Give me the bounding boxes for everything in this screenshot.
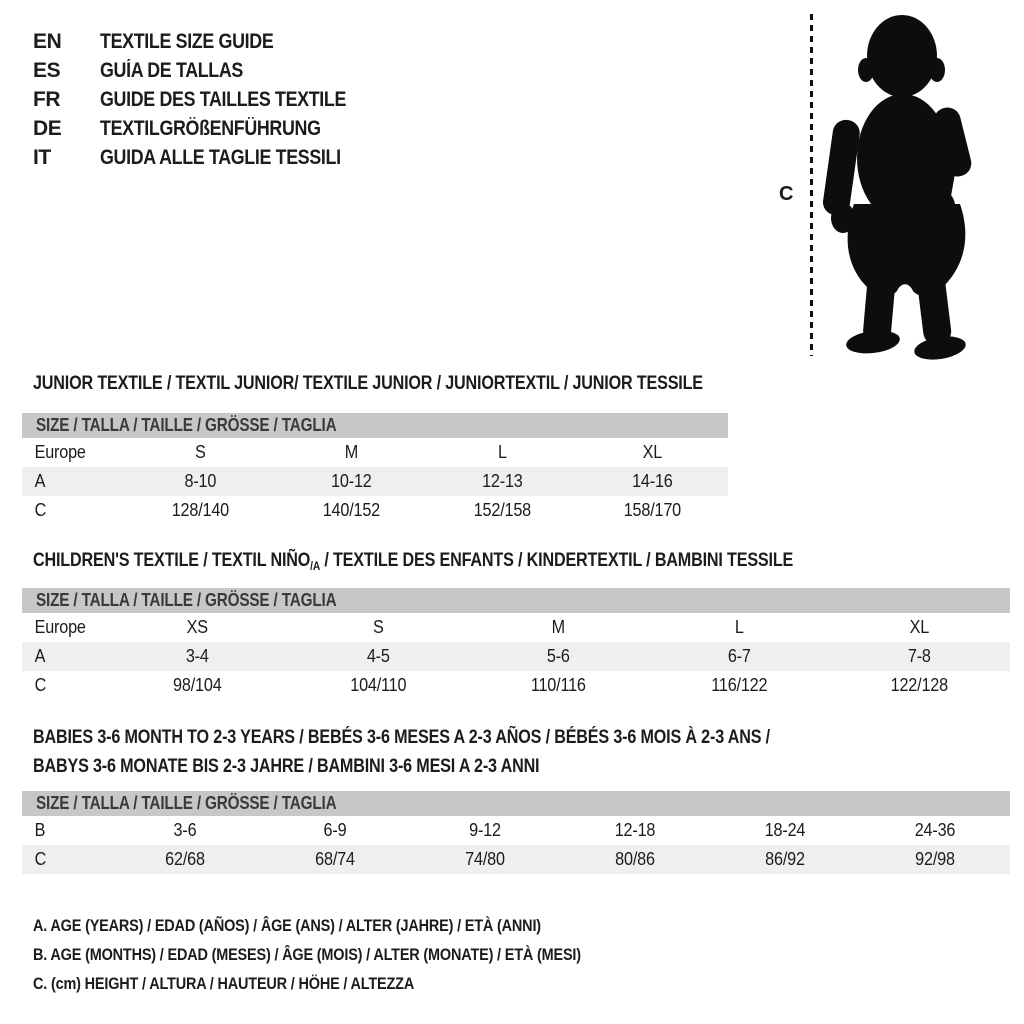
age-value: 5-6 — [547, 646, 570, 666]
row-label: Europe — [34, 442, 86, 462]
row-label: C — [34, 849, 47, 869]
table-row-height — [22, 671, 1010, 700]
height-measure-dotted-line — [810, 14, 813, 356]
guide-title-fr: GUIDE DES TAILLES TEXTILE — [100, 87, 347, 111]
size-value: XL — [642, 442, 663, 462]
age-value: 7-8 — [908, 646, 932, 666]
height-value: 158/170 — [623, 500, 682, 520]
table-row-height — [22, 496, 728, 525]
age-value: 6-9 — [323, 820, 347, 840]
size-header-row — [22, 791, 1010, 816]
babies-section-title — [33, 723, 900, 781]
size-value: S — [372, 617, 384, 637]
size-value: S — [195, 442, 206, 462]
language-row-es — [33, 56, 389, 85]
height-value: 122/128 — [891, 675, 949, 695]
table-row-europe — [22, 613, 1010, 642]
size-header-row — [22, 413, 728, 438]
size-header-row — [22, 588, 1010, 613]
age-value: 8-10 — [184, 471, 217, 491]
children-size-table — [22, 588, 1010, 700]
age-value: 9-12 — [469, 820, 501, 840]
row-label: A — [34, 646, 46, 666]
height-value: 152/158 — [473, 500, 531, 520]
language-code: ES — [33, 58, 61, 82]
language-code: FR — [33, 87, 61, 111]
row-label: Europe — [34, 617, 86, 637]
age-value: 4-5 — [366, 646, 390, 666]
height-value: 128/140 — [171, 500, 230, 520]
age-value: 12-13 — [481, 471, 523, 491]
age-value: 24-36 — [914, 820, 956, 840]
size-value: L — [497, 442, 507, 462]
height-value: 68/74 — [315, 849, 355, 869]
babies-title-line2: BABYS 3-6 MONATE BIS 2-3 JAHRE / BAMBINI 3-6 MESI A 2-3 ANNI — [33, 756, 540, 777]
height-value: 74/80 — [465, 849, 505, 869]
toddler-silhouette — [820, 8, 994, 360]
row-label: B — [34, 820, 46, 840]
guide-title-it: GUIDA ALLE TAGLIE TESSILI — [100, 145, 341, 169]
height-value: 104/110 — [349, 675, 406, 695]
language-row-it — [33, 143, 389, 172]
table-row-age — [22, 642, 1010, 671]
guide-title-es: GUÍA DE TALLAS — [100, 58, 243, 82]
language-code: IT — [33, 145, 51, 169]
babies-size-table — [22, 791, 1010, 874]
guide-title-en: TEXTILE SIZE GUIDE — [100, 29, 274, 53]
footnote-age-years: A. AGE (YEARS) / EDAD (AÑOS) / ÂGE (ANS) / ALTER (JAHRE) / ETÀ (ANNI) — [33, 915, 541, 935]
size-value: XS — [186, 617, 208, 637]
size-value: L — [734, 617, 744, 637]
row-label: A — [34, 471, 46, 491]
junior-size-table — [22, 413, 728, 525]
size-value: M — [551, 617, 566, 637]
babies-title-line1: BABIES 3-6 MONTH TO 2-3 YEARS / BEBÉS 3-6 MESES A 2-3 AÑOS / BÉBÉS 3-6 MOIS À 2-3 ANS / — [33, 727, 770, 748]
height-measure-label: C — [779, 183, 794, 205]
height-value: 92/98 — [915, 849, 955, 869]
language-row-de — [33, 114, 389, 143]
guide-title-de: TEXTILGRÖßENFÜHRUNG — [100, 116, 321, 140]
table-row-age — [22, 467, 728, 496]
junior-section-title: JUNIOR TEXTILE / TEXTIL JUNIOR/ TEXTILE JUNIOR / JUNIORTEXTIL / JUNIOR TESSILE — [33, 373, 703, 394]
language-code: DE — [33, 116, 62, 140]
legend-footnotes — [33, 911, 678, 998]
height-value: 62/68 — [165, 849, 205, 869]
table-row-europe — [22, 438, 728, 467]
nino-a-subscript: /A — [310, 559, 321, 573]
age-value: 6-7 — [727, 646, 751, 666]
language-row-en — [33, 27, 389, 56]
footnote-age-months: B. AGE (MONTHS) / EDAD (MESES) / ÂGE (MOIS) / ALTER (MONATE) / ETÀ (MESI) — [33, 944, 581, 964]
size-value: XL — [909, 617, 930, 637]
height-value: 110/116 — [531, 675, 586, 695]
footnote-height-cm: C. (cm) HEIGHT / ALTURA / HAUTEUR / HÖHE / ALTEZZA — [33, 973, 415, 993]
age-value: 10-12 — [330, 471, 372, 491]
size-header-label: SIZE / TALLA / TAILLE / GRÖSSE / TAGLIA — [36, 415, 337, 435]
size-header-label: SIZE / TALLA / TAILLE / GRÖSSE / TAGLIA — [36, 793, 337, 813]
table-row-height — [22, 845, 1010, 874]
language-row-fr — [33, 85, 389, 114]
height-value: 116/122 — [711, 675, 768, 695]
size-value: M — [344, 442, 358, 462]
height-value: 98/104 — [173, 675, 222, 695]
age-value: 3-6 — [173, 820, 197, 840]
table-row-age-months — [22, 816, 1010, 845]
age-value: 18-24 — [764, 820, 806, 840]
height-value: 140/152 — [322, 500, 380, 520]
age-value: 12-18 — [614, 820, 656, 840]
size-header-label: SIZE / TALLA / TAILLE / GRÖSSE / TAGLIA — [36, 590, 337, 610]
height-value: 80/86 — [615, 849, 655, 869]
row-label: C — [34, 675, 47, 695]
children-section-title: CHILDREN'S TEXTILE / TEXTIL $NIÑO_{/A}$ / TEXTILE DES ENFANTS / KINDERTEXTIL / BAMBINI TESSILE — [33, 550, 794, 573]
row-label: C — [34, 500, 47, 520]
height-value: 86/92 — [765, 849, 805, 869]
age-value: 14-16 — [632, 471, 673, 491]
language-title-list — [33, 27, 389, 172]
language-code: EN — [33, 29, 62, 53]
age-value: 3-4 — [185, 646, 209, 666]
